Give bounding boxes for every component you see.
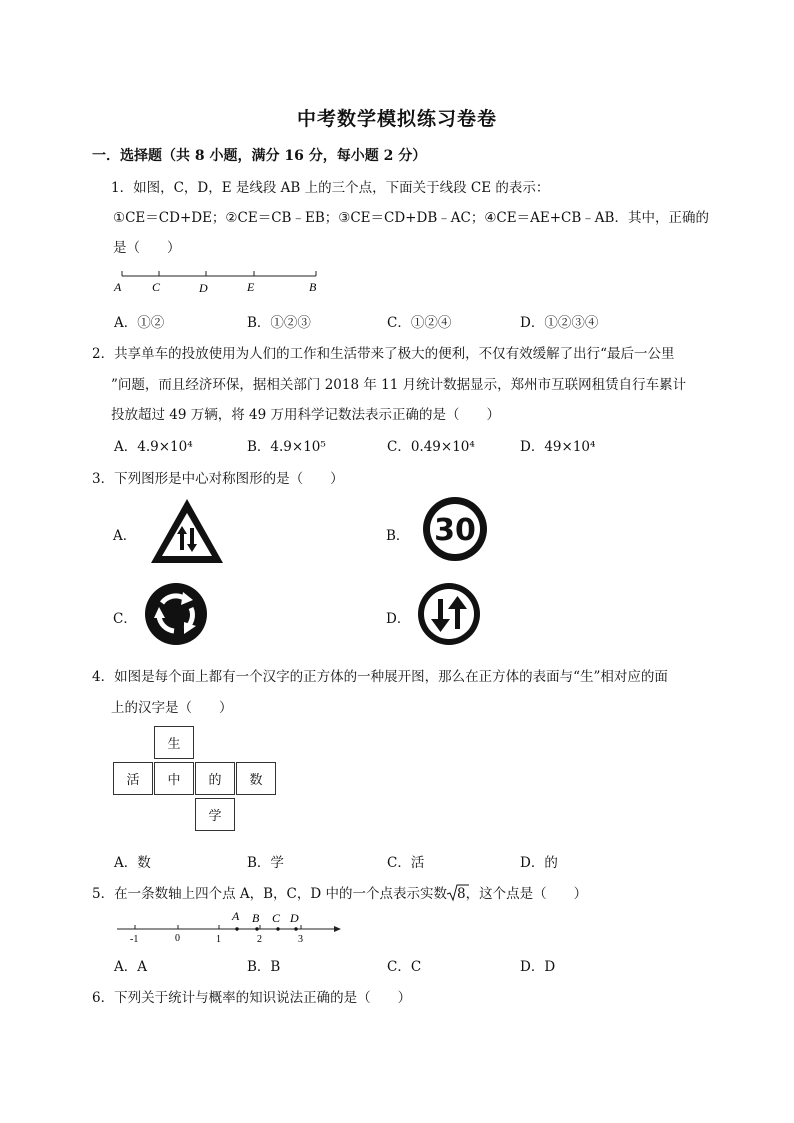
radical-sign-icon bbox=[447, 884, 469, 902]
q4-option-c[interactable]: C．活 bbox=[387, 855, 425, 871]
net-cell-top: 生 bbox=[154, 726, 194, 759]
q5-point-D: D bbox=[290, 911, 299, 925]
q4-stem-line2: 上的汉字是（ ） bbox=[111, 700, 233, 716]
net-cell-bottom: 学 bbox=[195, 798, 235, 831]
net-cell-right2: 数 bbox=[236, 762, 276, 795]
q5-option-d[interactable] bbox=[520, 955, 555, 975]
net-cell-right1: 的 bbox=[195, 762, 235, 795]
q1-option-a[interactable]: A．①② bbox=[114, 315, 165, 331]
q5-tick-label-2: 2 bbox=[257, 934, 262, 945]
q2-stem-line1: 2．共享单车的投放使用为人们的工作和生活带来了极大的便利，不仅有效缓解了出行“最后一公里 bbox=[92, 346, 675, 362]
q5-stem bbox=[92, 882, 587, 902]
q1-option-c[interactable]: C．①②④ bbox=[387, 315, 452, 331]
section-heading: 一．选择题（共 8 小题，满分 16 分，每小题 2 分） bbox=[92, 148, 427, 164]
speed-limit-30-icon bbox=[420, 494, 490, 564]
q5-number-line-figure bbox=[112, 908, 347, 944]
q5-option-c[interactable] bbox=[387, 955, 421, 975]
q1-point-B: B bbox=[309, 280, 317, 294]
q3-option-b-label[interactable]: B． bbox=[386, 528, 410, 544]
q5-point-A: A bbox=[232, 909, 240, 923]
q4-option-a[interactable]: A．数 bbox=[114, 855, 151, 871]
q5-option-a-text: A．A bbox=[114, 959, 147, 975]
two-way-traffic-icon bbox=[416, 581, 482, 647]
q5-tick-label-3: 3 bbox=[298, 934, 303, 945]
q5-option-d-text: D．D bbox=[520, 959, 556, 975]
cube-net-figure bbox=[113, 726, 279, 834]
q1-point-A: A bbox=[114, 280, 122, 294]
q1-point-D: D bbox=[199, 281, 208, 295]
q2-option-d[interactable]: D．49×10⁴ bbox=[520, 439, 596, 455]
q1-point-E: E bbox=[247, 280, 255, 294]
q5-tick-label-neg1: -1 bbox=[130, 934, 139, 945]
q1-point-C: C bbox=[152, 280, 161, 294]
q1-stem-line1: 1．如图，C，D，E 是线段 AB 上的三个点，下面关于线段 CE 的表示： bbox=[111, 180, 550, 196]
q5-tick-label-0: 0 bbox=[175, 933, 180, 944]
q5-stem-part2: ，这个点是（ ） bbox=[465, 886, 588, 902]
q5-option-a[interactable] bbox=[114, 955, 147, 975]
page-title: 中考数学模拟练习卷卷 bbox=[296, 108, 497, 130]
q5-stem-part1: 5．在一条数轴上四个点 A，B，C，D 中的一个点表示实数 bbox=[92, 886, 447, 902]
q2-stem-line2: ”问题，而且经济环保，据相关部门 2018 年 11 月统计数据显示，郑州市互联网租赁自行车累计 bbox=[111, 377, 687, 393]
q4-option-b[interactable]: B．学 bbox=[247, 855, 284, 871]
net-cell-left: 活 bbox=[113, 762, 153, 795]
net-cell-center: 中 bbox=[154, 762, 194, 795]
q3-option-a-label[interactable]: A． bbox=[113, 528, 137, 544]
q1-option-b[interactable]: B．①②③ bbox=[247, 315, 311, 331]
warning-triangle-icon bbox=[148, 496, 226, 566]
speed-limit-number: 30 bbox=[434, 513, 476, 548]
q5-point-C: C bbox=[272, 911, 281, 925]
q1-stem-line2: ①CE＝CD+DE；②CE＝CB﹣EB；③CE＝CD+DB﹣AC；④CE＝AE+CB﹣AB．其中，正确的 bbox=[113, 210, 709, 226]
q1-option-d[interactable]: D．①②③④ bbox=[520, 315, 599, 331]
q2-option-b[interactable]: B．4.9×10⁵ bbox=[247, 439, 326, 455]
q3-option-c-label[interactable]: C． bbox=[113, 611, 137, 627]
q5-tick-label-1: 1 bbox=[216, 934, 221, 945]
q1-stem-line3: 是（ ） bbox=[113, 240, 181, 256]
q3-stem: 3．下列图形是中心对称图形的是（ ） bbox=[92, 471, 344, 487]
q5-option-b[interactable] bbox=[247, 955, 280, 975]
sqrt-radicand: 8 bbox=[457, 886, 466, 902]
q5-option-b-text: B．B bbox=[247, 959, 281, 975]
q3-option-d-label[interactable]: D． bbox=[386, 611, 411, 627]
q5-point-B: B bbox=[252, 911, 260, 925]
q4-option-d[interactable]: D．的 bbox=[520, 855, 558, 871]
q4-stem-line1: 4．如图是每个面上都有一个汉字的正方体的一种展开图，那么在正方体的表面与“生”相对应的面 bbox=[92, 669, 668, 685]
q2-stem-line3: 投放超过 49 万辆，将 49 万用科学记数法表示正确的是（ ） bbox=[111, 407, 501, 423]
q6-stem: 6．下列关于统计与概率的知识说法正确的是（ ） bbox=[92, 990, 412, 1006]
q5-option-c-text: C．C bbox=[387, 959, 422, 975]
sqrt-expression bbox=[447, 886, 466, 902]
q1-segment-figure bbox=[112, 266, 322, 296]
q2-option-a[interactable]: A．4.9×10⁴ bbox=[114, 439, 193, 455]
q2-option-c[interactable]: C．0.49×10⁴ bbox=[387, 439, 475, 455]
roundabout-icon bbox=[143, 581, 209, 647]
